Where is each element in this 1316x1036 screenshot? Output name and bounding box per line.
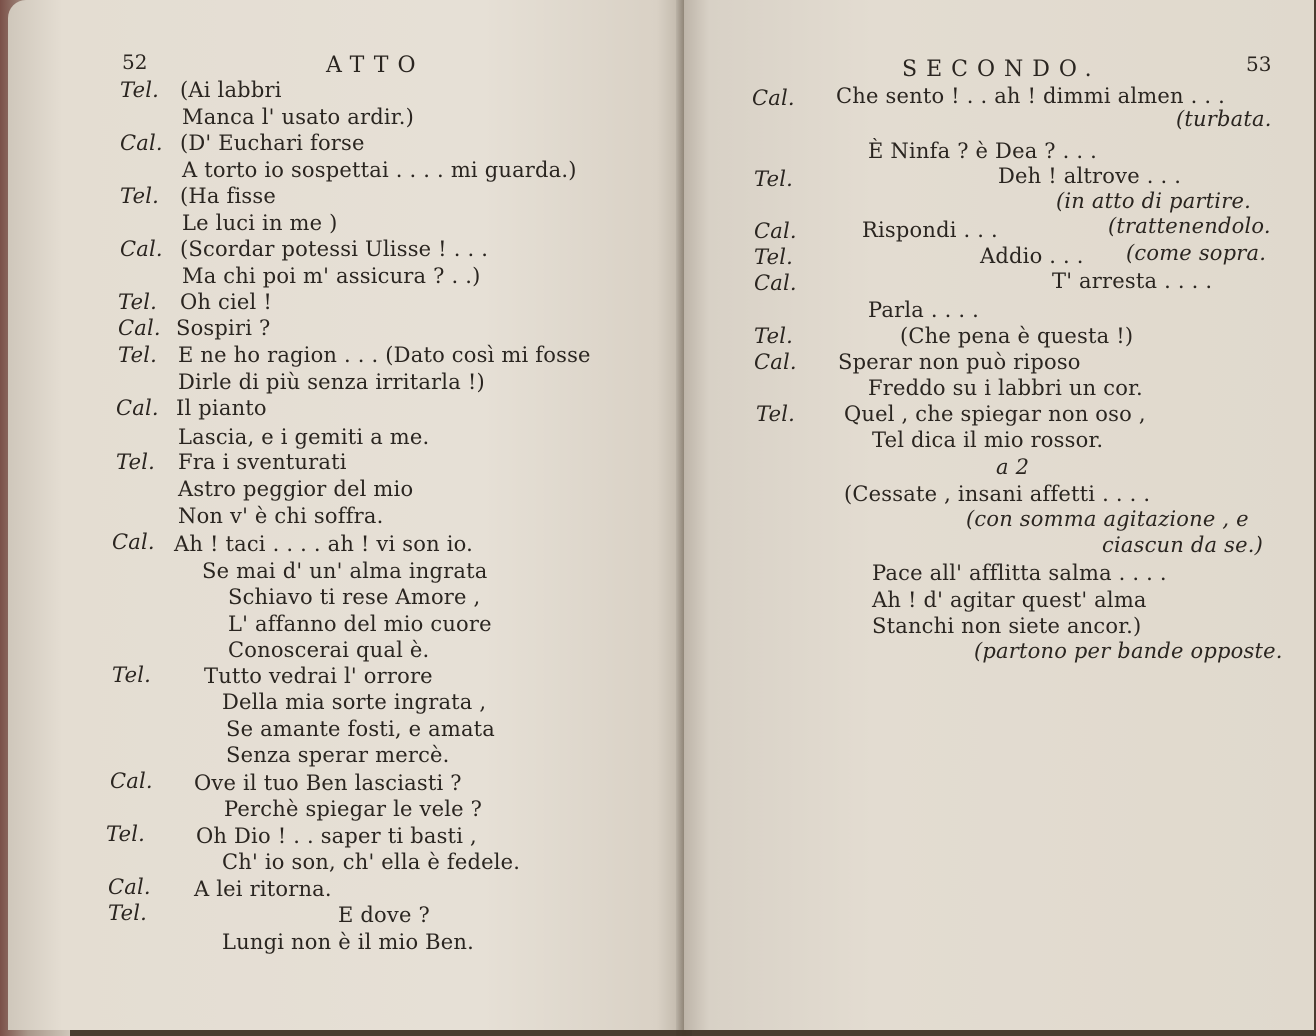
verse-line: Il pianto (176, 396, 267, 420)
speaker: Cal. (116, 396, 159, 420)
verse-line: Che sento ! . . ah ! dimmi almen . . . (836, 84, 1225, 108)
speaker: Cal. (120, 131, 163, 155)
verse-line: Se amante fosti, e amata (226, 717, 496, 741)
stage-direction: (trattenendolo. (1108, 214, 1271, 238)
running-head: SECONDO. (902, 57, 1101, 82)
verse-line: Oh Dio ! . . saper ti basti , (196, 824, 477, 848)
speaker: Tel. (756, 402, 795, 426)
speaker: Cal. (112, 530, 155, 554)
speaker: Cal. (118, 316, 161, 340)
verse-line: Se mai d' un' alma ingrata (202, 559, 488, 583)
verse-line: (Ai labbri (180, 78, 282, 102)
verse-line: A lei ritorna. (194, 877, 332, 901)
left-page (8, 0, 684, 1030)
speaker: Tel. (112, 663, 151, 687)
verse-line: (Scordar potessi Ulisse ! . . . (180, 237, 489, 261)
verse-line: Rispondi . . . (862, 218, 998, 242)
speaker: Cal. (754, 350, 797, 374)
verse-line: T' arresta . . . . (1052, 269, 1213, 293)
verse-line: È Ninfa ? è Dea ? . . . (868, 139, 1097, 163)
verse-line: Quel , che spiegar non oso , (844, 402, 1146, 426)
verse-line: (D' Euchari forse (180, 131, 365, 155)
stage-direction: (turbata. (1176, 107, 1272, 131)
speaker: Tel. (120, 78, 159, 102)
page-number: 52 (122, 50, 148, 74)
stage-direction: ciascun da se.) (1102, 533, 1263, 557)
verse-line: E ne ho ragion . . . (Dato così mi fosse (178, 343, 591, 367)
speaker: Tel. (120, 184, 159, 208)
verse-line: Le luci in me ) (182, 211, 338, 235)
speaker: Tel. (118, 343, 157, 367)
speaker: Cal. (108, 875, 151, 899)
verse-line: Conoscerai qual è. (228, 638, 430, 662)
verse-line: Ah ! taci . . . . ah ! vi son io. (174, 532, 473, 556)
verse-line: Senza sperar mercè. (226, 743, 450, 767)
verse-line: L' affanno del mio cuore (228, 612, 492, 636)
verse-line: Ch' io son, ch' ella è fedele. (222, 850, 521, 874)
speaker: Tel. (754, 324, 793, 348)
verse-line: Schiavo ti rese Amore , (228, 585, 481, 609)
stage-direction: (partono per bande opposte. (974, 639, 1283, 663)
verse-line: E dove ? (338, 903, 430, 927)
verse-line: Oh ciel ! (180, 290, 272, 314)
speaker: Tel. (108, 901, 147, 925)
verse-line: Fra i sventurati (178, 450, 347, 474)
verse-line: (Che pena è questa !) (900, 324, 1134, 348)
verse-line: Parla . . . . (868, 298, 979, 322)
verse-line: Non v' è chi soffra. (178, 504, 384, 528)
speaker: Cal. (754, 219, 797, 243)
speaker: Tel. (754, 167, 793, 191)
speaker: Cal. (110, 769, 153, 793)
page-number: 53 (1246, 52, 1272, 76)
speaker: Cal. (754, 271, 797, 295)
speaker: Tel. (118, 290, 157, 314)
verse-line: Ah ! d' agitar quest' alma (872, 588, 1147, 612)
running-head: ATTO (326, 53, 425, 78)
verse-line: Lungi non è il mio Ben. (222, 930, 475, 954)
verse-line: (Cessate , insani affetti . . . . (844, 482, 1151, 506)
duet-marker: a 2 (996, 455, 1030, 479)
verse-line: Lascia, e i gemiti a me. (178, 425, 430, 449)
speaker: Tel. (116, 450, 155, 474)
verse-line: Sperar non può riposo (838, 350, 1081, 374)
right-page (684, 0, 1314, 1030)
verse-line: Ma chi poi m' assicura ? . .) (182, 264, 481, 288)
verse-line: A torto io sospettai . . . . mi guarda.) (182, 158, 577, 182)
verse-line: Tutto vedrai l' orrore (204, 664, 433, 688)
verse-line: (Ha fisse (180, 184, 276, 208)
verse-line: Dirle di più senza irritarla !) (178, 370, 485, 394)
verse-line: Deh ! altrove . . . (998, 164, 1182, 188)
verse-line: Astro peggior del mio (178, 477, 414, 501)
speaker: Tel. (754, 245, 793, 269)
speaker: Cal. (120, 237, 163, 261)
verse-line: Della mia sorte ingrata , (222, 690, 487, 714)
verse-line: Pace all' afflitta salma . . . . (872, 561, 1167, 585)
stage-direction: (con somma agitazione , e (966, 507, 1249, 531)
verse-line: Addio . . . (980, 244, 1084, 268)
speaker: Cal. (752, 86, 795, 110)
speaker: Tel. (106, 822, 145, 846)
verse-line: Stanchi non siete ancor.) (872, 614, 1142, 638)
stage-direction: (in atto di partire. (1056, 189, 1251, 213)
verse-line: Ove il tuo Ben lasciasti ? (194, 771, 462, 795)
stage-direction: (come sopra. (1126, 241, 1267, 265)
verse-line: Sospiri ? (176, 316, 271, 340)
verse-line: Tel dica il mio rossor. (872, 428, 1104, 452)
verse-line: Manca l' usato ardir.) (182, 105, 414, 129)
verse-line: Freddo su i labbri un cor. (868, 376, 1143, 400)
verse-line: Perchè spiegar le vele ? (224, 797, 483, 821)
